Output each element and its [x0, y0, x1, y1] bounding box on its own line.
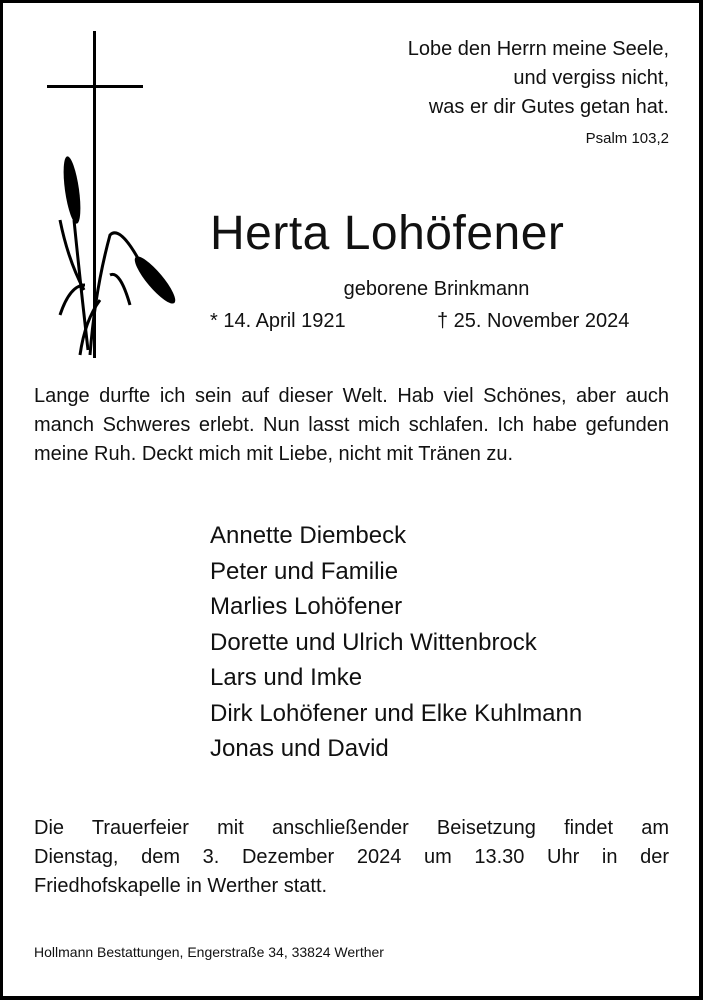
birth-date: * 14. April 1921 — [210, 310, 346, 332]
mourner: Annette Diembeck — [210, 522, 407, 549]
mourner: Dorette und Ulrich Wittenbrock — [210, 628, 537, 656]
verse-line: und vergiss nicht, — [513, 67, 669, 89]
funeral-service-info — [34, 814, 669, 901]
mourner: Peter und Familie — [210, 557, 399, 585]
bible-verse — [408, 35, 669, 122]
verse-reference: Psalm 103,2 — [585, 130, 669, 147]
service-line: Die Trauerfeier mit anschließender Beisetzung findet am — [34, 817, 669, 839]
mourners-list — [210, 518, 582, 767]
verse-line: Lobe den Herrn meine Seele, — [407, 38, 669, 60]
undertaker-info: Hollmann Bestattungen, Engerstraße 34, 33824 Werther — [34, 944, 384, 960]
mourner: Marlies Lohöfener — [210, 593, 403, 620]
mourner: Jonas und David — [210, 735, 389, 762]
mourner: Dirk Lohöfener und Elke Kuhlmann — [210, 699, 583, 727]
death-date: † 25. November 2024 — [437, 310, 630, 332]
deceased-name: Herta Lohöfener — [210, 207, 565, 260]
mourner: Lars und Imke — [210, 664, 363, 691]
service-line: Friedhofskapelle in Werther statt. — [34, 875, 328, 897]
maiden-name: geborene Brinkmann — [343, 278, 530, 300]
memorial-poem: Lange durfte ich sein auf dieser Welt. Hab viel Schönes, aber auch manch Schweres erlebt. Nun lasst mich schlafen. Ich habe gefunden meine Ruh. Deckt mich mit Liebe, nicht mit Tränen zu. — [34, 385, 669, 465]
verse-line: was er dir Gutes getan hat. — [428, 96, 669, 118]
service-line: Dienstag, dem 3. Dezember 2024 um 13.30 Uhr in der — [34, 846, 669, 868]
cross-with-wheat-icon — [40, 30, 190, 360]
